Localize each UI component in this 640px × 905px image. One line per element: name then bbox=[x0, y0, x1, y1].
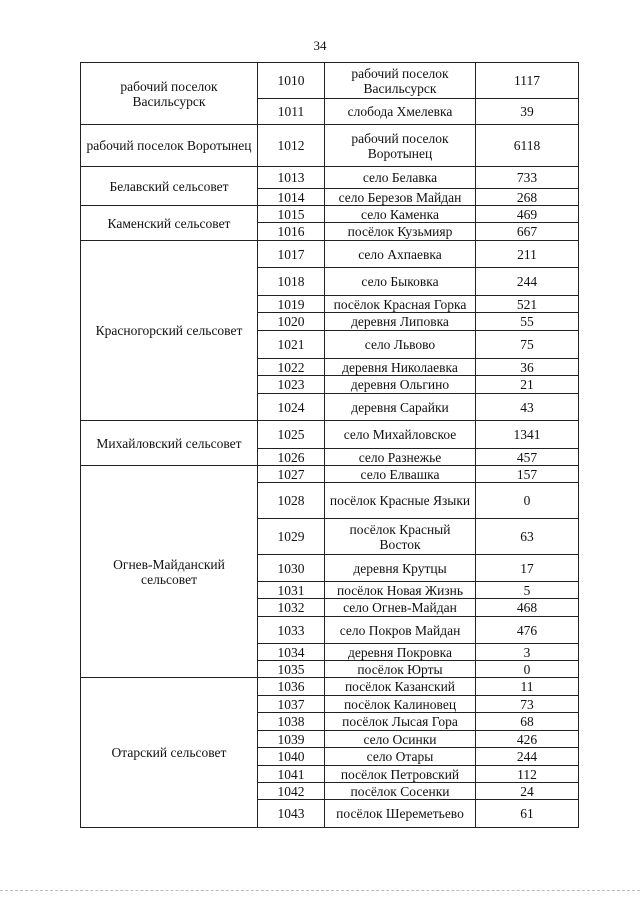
settlement-name-cell: посёлок Юрты bbox=[325, 661, 476, 678]
code-cell: 1027 bbox=[258, 466, 325, 483]
code-cell: 1034 bbox=[258, 644, 325, 661]
population-cell: 3 bbox=[476, 644, 579, 661]
settlement-name-cell: село Львово bbox=[325, 331, 476, 359]
code-cell: 1035 bbox=[258, 661, 325, 678]
settlement-name-cell: село Покров Майдан bbox=[325, 617, 476, 644]
settlement-name-cell: село Разнежье bbox=[325, 449, 476, 466]
population-cell: 1341 bbox=[476, 421, 579, 449]
population-cell: 244 bbox=[476, 268, 579, 296]
settlement-name-cell: посёлок Лысая Гора bbox=[325, 713, 476, 731]
table-row bbox=[81, 63, 579, 99]
code-cell: 1013 bbox=[258, 167, 325, 189]
population-cell: 0 bbox=[476, 661, 579, 678]
municipality-cell: Белавский сельсовет bbox=[81, 167, 258, 206]
population-cell: 521 bbox=[476, 296, 579, 313]
settlement-name-cell: село Каменка bbox=[325, 206, 476, 223]
settlement-name-cell: посёлок Калиновец bbox=[325, 696, 476, 713]
population-cell: 43 bbox=[476, 394, 579, 421]
page-number: 34 bbox=[313, 38, 327, 53]
table-row bbox=[81, 241, 579, 268]
municipality-cell: Отарский сельсовет bbox=[81, 678, 258, 828]
code-cell: 1023 bbox=[258, 376, 325, 394]
table-row bbox=[81, 678, 579, 696]
population-cell: 5 bbox=[476, 582, 579, 599]
population-cell: 24 bbox=[476, 783, 579, 800]
population-cell: 75 bbox=[476, 331, 579, 359]
code-cell: 1012 bbox=[258, 125, 325, 167]
population-cell: 6118 bbox=[476, 125, 579, 167]
code-cell: 1020 bbox=[258, 313, 325, 331]
population-cell: 68 bbox=[476, 713, 579, 731]
population-cell: 112 bbox=[476, 766, 579, 783]
municipality-cell: рабочий поселок Васильсурск bbox=[81, 63, 258, 125]
code-cell: 1041 bbox=[258, 766, 325, 783]
code-cell: 1024 bbox=[258, 394, 325, 421]
settlement-name-cell: деревня Николаевка bbox=[325, 359, 476, 376]
code-cell: 1018 bbox=[258, 268, 325, 296]
code-cell: 1037 bbox=[258, 696, 325, 713]
settlement-name-cell: село Березов Майдан bbox=[325, 189, 476, 206]
code-cell: 1038 bbox=[258, 713, 325, 731]
table-row bbox=[81, 206, 579, 223]
settlement-name-cell: рабочий поселок Васильсурск bbox=[325, 63, 476, 99]
settlement-name-cell: село Осинки bbox=[325, 731, 476, 748]
code-cell: 1033 bbox=[258, 617, 325, 644]
code-cell: 1026 bbox=[258, 449, 325, 466]
municipality-cell: Красногорский сельсовет bbox=[81, 241, 258, 421]
population-cell: 268 bbox=[476, 189, 579, 206]
settlement-name-cell: деревня Сарайки bbox=[325, 394, 476, 421]
code-cell: 1019 bbox=[258, 296, 325, 313]
code-cell: 1022 bbox=[258, 359, 325, 376]
settlement-name-cell: село Огнев-Майдан bbox=[325, 599, 476, 617]
table-row bbox=[81, 466, 579, 483]
population-cell: 426 bbox=[476, 731, 579, 748]
code-cell: 1014 bbox=[258, 189, 325, 206]
settlement-name-cell: посёлок Новая Жизнь bbox=[325, 582, 476, 599]
settlement-name-cell: деревня Ольгино bbox=[325, 376, 476, 394]
population-cell: 11 bbox=[476, 678, 579, 696]
code-cell: 1021 bbox=[258, 331, 325, 359]
settlements-table bbox=[80, 62, 579, 828]
settlement-name-cell: посёлок Красные Языки bbox=[325, 483, 476, 519]
settlement-name-cell: село Быковка bbox=[325, 268, 476, 296]
code-cell: 1036 bbox=[258, 678, 325, 696]
code-cell: 1040 bbox=[258, 748, 325, 766]
code-cell: 1016 bbox=[258, 223, 325, 241]
municipality-cell: Каменский сельсовет bbox=[81, 206, 258, 241]
settlement-name-cell: посёлок Шереметьево bbox=[325, 800, 476, 828]
table-row bbox=[81, 421, 579, 449]
code-cell: 1017 bbox=[258, 241, 325, 268]
settlement-name-cell: посёлок Красный Восток bbox=[325, 519, 476, 555]
population-cell: 63 bbox=[476, 519, 579, 555]
settlement-name-cell: село Елвашка bbox=[325, 466, 476, 483]
code-cell: 1042 bbox=[258, 783, 325, 800]
settlement-name-cell: село Отары bbox=[325, 748, 476, 766]
municipality-cell: рабочий поселок Воротынец bbox=[81, 125, 258, 167]
settlement-name-cell: село Михайловское bbox=[325, 421, 476, 449]
table-row bbox=[81, 125, 579, 167]
code-cell: 1031 bbox=[258, 582, 325, 599]
population-cell: 469 bbox=[476, 206, 579, 223]
code-cell: 1025 bbox=[258, 421, 325, 449]
population-cell: 21 bbox=[476, 376, 579, 394]
settlement-name-cell: посёлок Красная Горка bbox=[325, 296, 476, 313]
table-row bbox=[81, 167, 579, 189]
code-cell: 1028 bbox=[258, 483, 325, 519]
settlement-name-cell: слобода Хмелевка bbox=[325, 99, 476, 125]
code-cell: 1029 bbox=[258, 519, 325, 555]
code-cell: 1011 bbox=[258, 99, 325, 125]
population-cell: 36 bbox=[476, 359, 579, 376]
population-cell: 157 bbox=[476, 466, 579, 483]
settlement-name-cell: село Ахпаевка bbox=[325, 241, 476, 268]
population-cell: 17 bbox=[476, 555, 579, 582]
population-cell: 244 bbox=[476, 748, 579, 766]
population-cell: 457 bbox=[476, 449, 579, 466]
population-cell: 468 bbox=[476, 599, 579, 617]
table-body bbox=[81, 63, 579, 828]
population-cell: 733 bbox=[476, 167, 579, 189]
settlement-name-cell: деревня Крутцы bbox=[325, 555, 476, 582]
settlement-name-cell: посёлок Казанский bbox=[325, 678, 476, 696]
code-cell: 1015 bbox=[258, 206, 325, 223]
municipality-cell: Михайловский сельсовет bbox=[81, 421, 258, 466]
code-cell: 1010 bbox=[258, 63, 325, 99]
settlement-name-cell: посёлок Кузьмияр bbox=[325, 223, 476, 241]
population-cell: 55 bbox=[476, 313, 579, 331]
settlement-name-cell: деревня Покровка bbox=[325, 644, 476, 661]
population-cell: 61 bbox=[476, 800, 579, 828]
population-cell: 0 bbox=[476, 483, 579, 519]
code-cell: 1043 bbox=[258, 800, 325, 828]
code-cell: 1030 bbox=[258, 555, 325, 582]
population-cell: 476 bbox=[476, 617, 579, 644]
population-cell: 39 bbox=[476, 99, 579, 125]
scan-bottom-edge bbox=[0, 890, 640, 892]
code-cell: 1032 bbox=[258, 599, 325, 617]
settlement-name-cell: деревня Липовка bbox=[325, 313, 476, 331]
settlement-name-cell: посёлок Сосенки bbox=[325, 783, 476, 800]
population-cell: 73 bbox=[476, 696, 579, 713]
code-cell: 1039 bbox=[258, 731, 325, 748]
population-cell: 211 bbox=[476, 241, 579, 268]
population-cell: 667 bbox=[476, 223, 579, 241]
settlement-name-cell: рабочий поселок Воротынец bbox=[325, 125, 476, 167]
settlement-name-cell: посёлок Петровский bbox=[325, 766, 476, 783]
municipality-cell: Огнев-Майданский сельсовет bbox=[81, 466, 258, 678]
population-cell: 1117 bbox=[476, 63, 579, 99]
settlement-name-cell: село Белавка bbox=[325, 167, 476, 189]
